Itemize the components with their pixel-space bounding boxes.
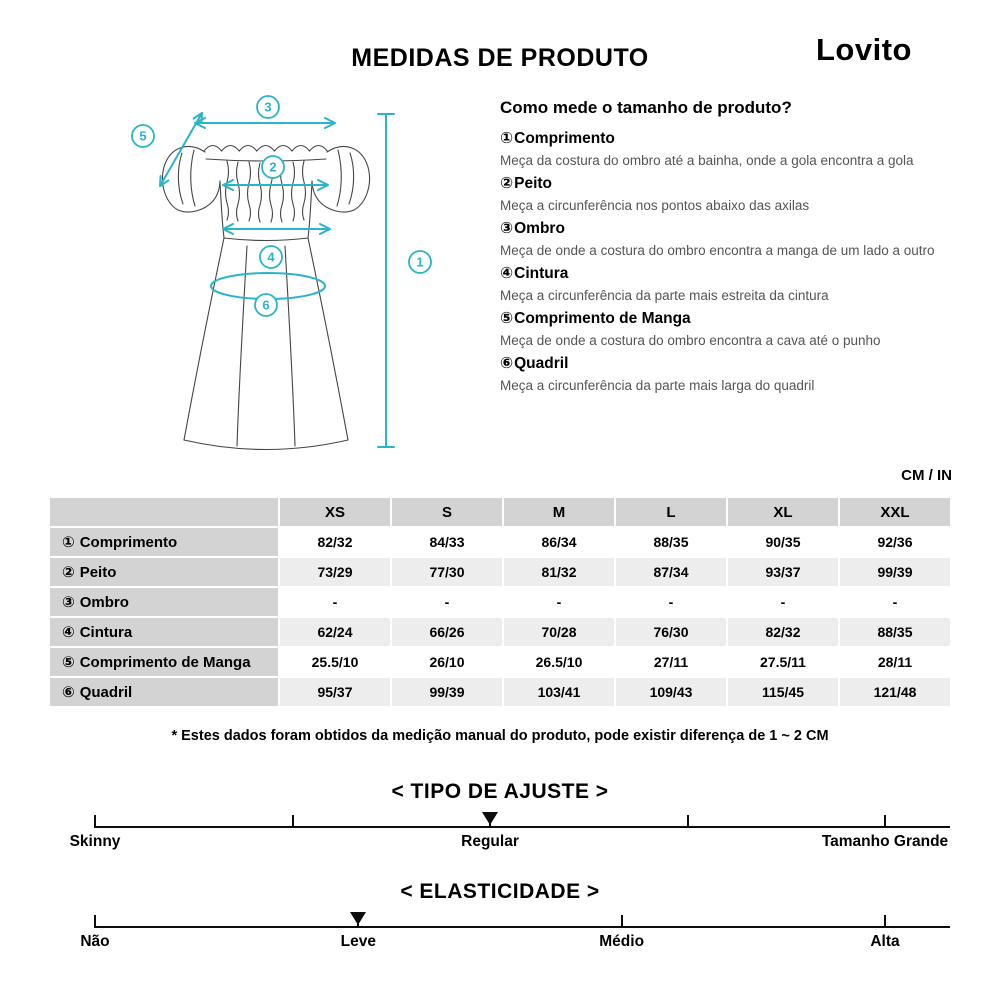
waist-measure-line <box>223 224 330 234</box>
size-value-cell: 92/36 <box>840 528 950 556</box>
scale-label: Não <box>80 933 110 950</box>
size-value-cell: 77/30 <box>392 558 502 586</box>
row-label <box>50 558 278 586</box>
scale-label: Tamanho Grande <box>821 833 949 850</box>
table-row <box>50 558 950 586</box>
scale-label: Médio <box>599 933 645 950</box>
badge-4 <box>260 246 282 268</box>
size-column-header: L <box>616 498 726 526</box>
fit-type-marker-triangle <box>482 812 498 825</box>
guide-item-label: Comprimento <box>514 130 615 147</box>
badge-6 <box>255 294 277 316</box>
scale-label: Skinny <box>69 833 121 850</box>
fit-type-scale <box>0 780 1000 855</box>
guide-item-number: ⑥ <box>500 355 514 372</box>
row-number: ④ <box>62 624 75 641</box>
scale-tick <box>94 815 96 828</box>
size-value-cell: 93/37 <box>728 558 838 586</box>
page-title: MEDIDAS DE PRODUTO <box>351 44 649 72</box>
row-label <box>50 588 278 616</box>
guide-item-number: ② <box>500 175 514 192</box>
badge-5 <box>132 125 154 147</box>
svg-text:4: 4 <box>267 249 275 265</box>
badge-1 <box>409 251 431 273</box>
scale-tick <box>687 815 689 828</box>
size-value-cell: 99/39 <box>392 678 502 706</box>
row-label <box>50 678 278 706</box>
scale-tick <box>621 915 623 928</box>
row-label-text: Peito <box>79 564 117 581</box>
guide-item-desc: Meça a circunferência da parte mais estreita da cintura <box>500 288 829 303</box>
scale-tick <box>292 815 294 828</box>
guide-item-desc: Meça de onde a costura do ombro encontra a manga de um lado a outro <box>500 243 935 258</box>
guide-item-label: Peito <box>514 175 553 192</box>
shoulder-measure-line <box>195 118 335 128</box>
measurement-guide <box>500 98 965 398</box>
row-number: ⑥ <box>62 684 75 701</box>
size-value-cell: 76/30 <box>616 618 726 646</box>
size-column-header: XS <box>280 498 390 526</box>
guide-item-desc: Meça de onde a costura do ombro encontra a cava até o punho <box>500 333 881 348</box>
guide-item-number: ① <box>500 130 514 147</box>
elasticity-track <box>0 910 1000 928</box>
svg-text:3: 3 <box>264 99 272 115</box>
size-value-cell: 66/26 <box>392 618 502 646</box>
measurement-disclaimer: * Estes dados foram obtidos da medição manual do produto, pode existir diferença de 1 ~ 2 CM <box>171 728 829 744</box>
size-value-cell: 109/43 <box>616 678 726 706</box>
svg-text:6: 6 <box>262 297 270 313</box>
table-row <box>50 678 950 706</box>
guide-item-label: Cintura <box>514 265 569 282</box>
row-label-text: Cintura <box>79 624 133 641</box>
svg-text:5: 5 <box>139 128 147 144</box>
guide-heading: Como mede o tamanho de produto? <box>500 98 792 117</box>
svg-text:2: 2 <box>269 159 277 175</box>
size-value-cell: 88/35 <box>840 618 950 646</box>
row-label <box>50 618 278 646</box>
guide-item-label: Ombro <box>514 220 565 237</box>
guide-item-number: ⑤ <box>500 310 514 327</box>
scale-label: Alta <box>870 933 900 950</box>
guide-item-number: ③ <box>500 220 514 237</box>
size-value-cell: 90/35 <box>728 528 838 556</box>
guide-item <box>500 128 965 171</box>
size-value-cell: 121/48 <box>840 678 950 706</box>
size-column-header: M <box>504 498 614 526</box>
size-column-header: S <box>392 498 502 526</box>
scale-tick <box>94 915 96 928</box>
guide-item-label: Comprimento de Manga <box>514 310 691 327</box>
table-row <box>50 528 950 556</box>
table-row <box>50 648 950 676</box>
size-value-cell: 115/45 <box>728 678 838 706</box>
guide-item <box>500 173 965 216</box>
fit-type-track <box>0 810 1000 828</box>
fit-type-title: < TIPO DE AJUSTE > <box>391 780 609 803</box>
scale-label: Regular <box>461 833 519 850</box>
size-value-cell: 103/41 <box>504 678 614 706</box>
scale-tick <box>884 815 886 828</box>
size-value-cell: - <box>728 588 838 616</box>
scale-label: Leve <box>340 933 376 950</box>
size-value-cell: - <box>840 588 950 616</box>
size-value-cell: - <box>616 588 726 616</box>
size-column-header: XL <box>728 498 838 526</box>
elasticity-marker-triangle <box>350 912 366 925</box>
row-number: ③ <box>62 594 75 611</box>
length-measure-line <box>378 114 394 447</box>
size-value-cell: 70/28 <box>504 618 614 646</box>
size-value-cell: 95/37 <box>280 678 390 706</box>
size-value-cell: 25.5/10 <box>280 648 390 676</box>
badge-2 <box>262 156 284 178</box>
size-value-cell: 82/32 <box>728 618 838 646</box>
scale-tick <box>884 915 886 928</box>
size-value-cell: 84/33 <box>392 528 502 556</box>
row-label <box>50 648 278 676</box>
table-row <box>50 588 950 616</box>
size-value-cell: - <box>392 588 502 616</box>
row-number: ② <box>62 564 75 581</box>
table-row <box>50 618 950 646</box>
size-value-cell: - <box>504 588 614 616</box>
size-value-cell: 27/11 <box>616 648 726 676</box>
guide-item <box>500 353 965 396</box>
table-corner-cell <box>50 498 278 526</box>
row-label-text: Quadril <box>79 684 133 701</box>
size-value-cell: 26/10 <box>392 648 502 676</box>
size-value-cell: 81/32 <box>504 558 614 586</box>
elasticity-title: < ELASTICIDADE > <box>400 880 600 903</box>
size-value-cell: 99/39 <box>840 558 950 586</box>
dress-size-diagram <box>126 90 471 475</box>
size-value-cell: 82/32 <box>280 528 390 556</box>
guide-item <box>500 263 965 306</box>
size-value-cell: 27.5/11 <box>728 648 838 676</box>
unit-label: CM / IN <box>901 467 952 484</box>
row-label-text: Ombro <box>79 594 129 611</box>
row-label-text: Comprimento <box>79 534 178 551</box>
size-value-cell: 86/34 <box>504 528 614 556</box>
elasticity-scale <box>0 880 1000 955</box>
svg-text:1: 1 <box>416 254 424 270</box>
size-value-cell: 88/35 <box>616 528 726 556</box>
row-number: ① <box>62 534 75 551</box>
brand-logo: Lovito <box>816 32 912 67</box>
guide-item-desc: Meça da costura do ombro até a bainha, onde a gola encontra a gola <box>500 153 914 168</box>
guide-item-number: ④ <box>500 265 514 282</box>
size-value-cell: 28/11 <box>840 648 950 676</box>
row-number: ⑤ <box>62 654 75 671</box>
size-table <box>48 496 952 708</box>
size-value-cell: 73/29 <box>280 558 390 586</box>
sleeve-measure-line <box>160 113 202 186</box>
size-value-cell: 62/24 <box>280 618 390 646</box>
guide-item-desc: Meça a circunferência da parte mais larga do quadril <box>500 378 815 393</box>
guide-item-label: Quadril <box>514 355 569 372</box>
guide-item-desc: Meça a circunferência nos pontos abaixo das axilas <box>500 198 810 213</box>
row-label-text: Comprimento de Manga <box>79 654 251 671</box>
size-value-cell: 26.5/10 <box>504 648 614 676</box>
guide-item <box>500 218 965 261</box>
size-table-header-row <box>50 498 950 526</box>
size-value-cell: - <box>280 588 390 616</box>
row-label <box>50 528 278 556</box>
size-column-header: XXL <box>840 498 950 526</box>
badge-3 <box>257 96 279 118</box>
size-value-cell: 87/34 <box>616 558 726 586</box>
guide-item <box>500 308 965 351</box>
